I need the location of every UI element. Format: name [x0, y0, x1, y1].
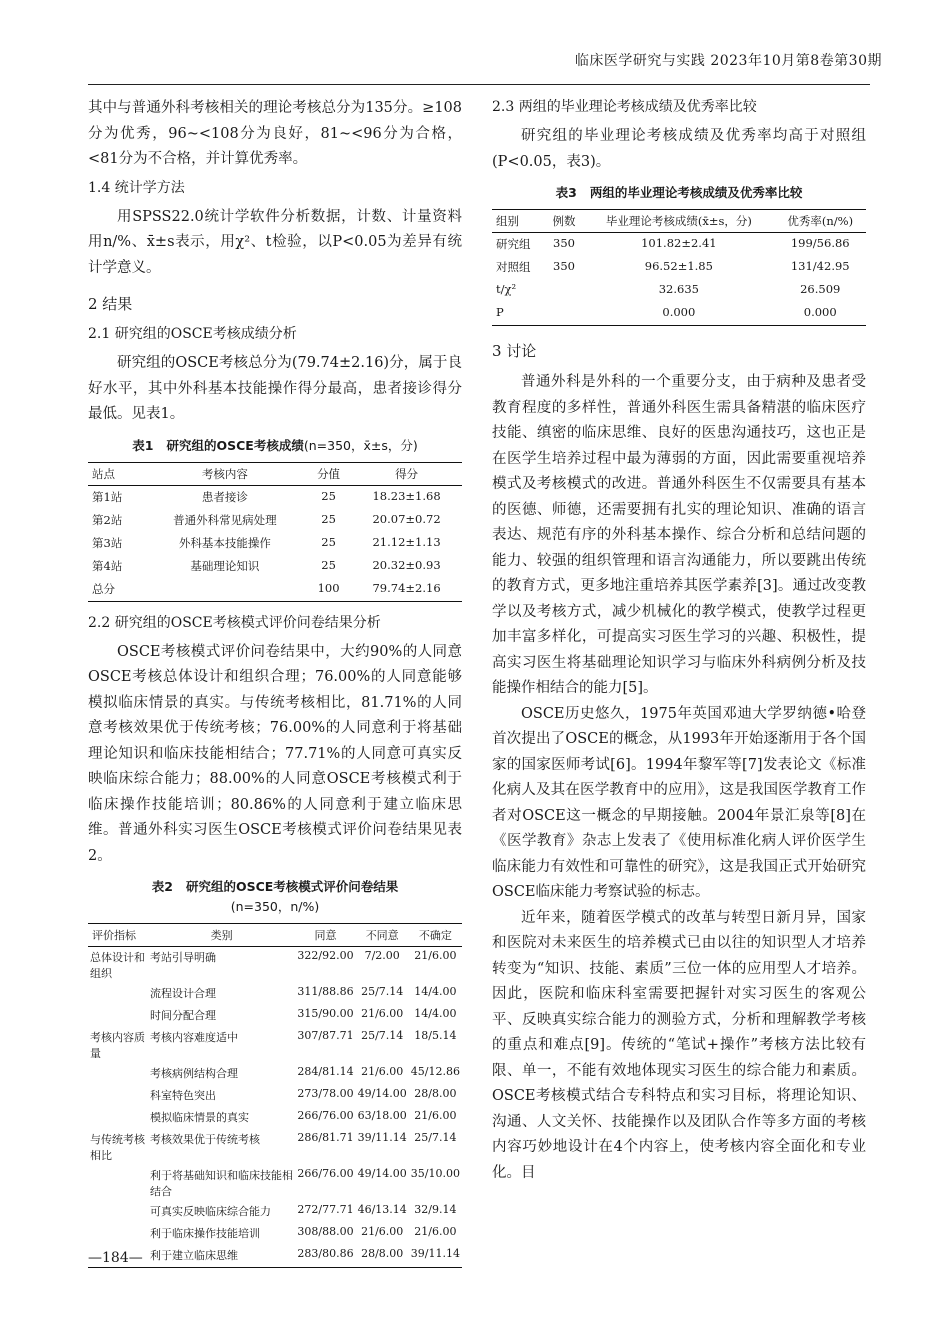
table-cell: 100 — [317, 580, 340, 595]
table-cell: 25 — [321, 511, 336, 526]
table-cell — [88, 1201, 148, 1223]
paragraph: 研究组的OSCE考核总分为(79.74±2.16)分，属于良好水平，其中外科基本技能操作得分最高，患者接诊得分最低。见表1。 — [88, 355, 462, 422]
table-row — [88, 509, 462, 532]
table-row — [88, 1129, 462, 1165]
table-cell — [88, 1063, 148, 1085]
table-cell — [88, 1107, 148, 1129]
table-cell: 0.000 — [803, 305, 837, 319]
table-cell: 第4站 — [92, 558, 123, 573]
table-cell: 20.07±0.72 — [372, 511, 441, 526]
right-column — [492, 96, 866, 1186]
table-cell: 可真实反映临床综合能力 — [150, 1205, 271, 1218]
paragraph: OSCE考核模式评价问卷结果中，大约90%的人同意OSCE考核总体设计和组织合理；76.00%的人同意能够模拟临床情景的真实。与传统考核相比，81.71%的人同意考核效果优于传统考核；76.00%的人同意利于将基础理论知识和临床技能相结合；77.71%的人同意可真实反映临床综合能力；88.00%的人同意OSCE考核模式利于临床操作技能培训；80.86%的人同意利于建立临床思维。普通外科实习医生OSCE考核模式评价问卷结果见表2。 — [88, 643, 462, 864]
table-cell: 350 — [553, 259, 575, 273]
table-cell: 21/6.00 — [414, 1225, 457, 1238]
table-row — [88, 485, 462, 509]
table-cell: 28/8.00 — [361, 1247, 404, 1260]
table-cell: 流程设计合理 — [150, 987, 216, 1000]
table-2-note: (n=350，n/%) — [230, 899, 320, 914]
table-header: 不同意 — [365, 929, 399, 942]
table-cell: 25/7.14 — [414, 1131, 457, 1144]
table-header-row — [88, 462, 462, 485]
table-cell: 21.12±1.13 — [372, 534, 441, 549]
table-cell — [144, 578, 306, 602]
table-cell: 研究组 — [496, 237, 531, 251]
table-cell: 49/14.00 — [357, 1087, 407, 1100]
left-column — [88, 96, 462, 1268]
table-row — [492, 233, 866, 257]
table-cell: 35/10.00 — [410, 1167, 460, 1180]
table-cell: 与传统考核相比 — [90, 1133, 145, 1162]
table-cell: 第2站 — [92, 512, 123, 527]
table-row — [492, 302, 866, 326]
table-cell: 总分 — [92, 581, 115, 596]
table-cell: 20.32±0.93 — [372, 557, 441, 572]
table-header: 得分 — [395, 466, 419, 481]
table-cell: 49/14.00 — [357, 1167, 407, 1180]
table-cell: 考核病例结构合理 — [150, 1067, 238, 1080]
table-cell: 25 — [321, 557, 336, 572]
table-row — [88, 578, 462, 602]
table-cell: 131/42.95 — [790, 259, 850, 273]
table-header-row — [88, 924, 462, 947]
table-row — [88, 532, 462, 555]
table-cell: 第1站 — [92, 489, 123, 504]
table-row — [88, 555, 462, 578]
section-heading-3: 3 讨论 — [492, 342, 537, 360]
table-cell: 科室特色突出 — [150, 1089, 216, 1102]
table-cell: 25 — [321, 534, 336, 549]
table-header: 类别 — [210, 929, 233, 942]
table-cell: 273/78.00 — [297, 1087, 354, 1100]
table-header-row — [492, 210, 866, 233]
table-row — [88, 1107, 462, 1129]
table-cell: 考核内容质量 — [90, 1031, 145, 1060]
table-2 — [88, 923, 462, 1268]
table-cell: 14/4.00 — [414, 1007, 457, 1020]
table-cell: 患者接诊 — [201, 489, 248, 504]
table-header: 考核内容 — [201, 466, 248, 481]
table-cell: 63/18.00 — [357, 1109, 407, 1122]
table-cell: 284/81.14 — [297, 1065, 354, 1078]
table-row — [88, 1245, 462, 1268]
table-header: 优秀率(n/%) — [787, 214, 854, 228]
table-cell: 308/88.00 — [297, 1225, 354, 1238]
table-row — [88, 1027, 462, 1063]
table-header: 组别 — [496, 214, 519, 228]
table-cell — [545, 279, 583, 302]
table-cell: 28/8.00 — [414, 1087, 457, 1100]
table-header: 评价指标 — [92, 929, 136, 942]
table-2-number: 表2 — [151, 879, 173, 894]
paragraph: OSCE历史悠久，1975年英国邓迪大学罗纳德•哈登首次提出了OSCE的概念，从1993年开始逐渐用于各个国家的国家医师考试[6]。1994年黎军等[7]发表论文《标准化病人及其在医学教育中的应用》，这是我国医学教育工作者对OSCE这一概念的早期接触。2004年景汇泉等[8]在《医学教育》杂志上发表了《使用标准化病人评价医学生临床能力有效性和可靠性的研究》，这是我国正式开始研究OSCE临床能力考察试验的标志。 — [492, 705, 866, 900]
paragraph: 其中与普通外科考核相关的理论考核总分为135分。≥108分为优秀，96~<108分为良好，81~<96分为合格，<81分为不合格，并计算优秀率。 — [88, 100, 462, 167]
table-cell: 考核效果优于传统考核 — [150, 1133, 260, 1146]
table-cell: 26.509 — [800, 282, 841, 296]
table-cell — [88, 1085, 148, 1107]
table-header: 不确定 — [418, 929, 452, 942]
table-cell: 利于建立临床思维 — [150, 1249, 238, 1262]
table-cell: 普通外科常见病处理 — [173, 512, 277, 527]
table-cell: 利于将基础知识和临床技能相结合 — [150, 1169, 293, 1198]
paragraph: 研究组的毕业理论考核成绩及优秀率均高于对照组(P<0.05，表3)。 — [492, 128, 866, 170]
table-cell — [88, 1165, 148, 1201]
table-cell: 21/6.00 — [361, 1007, 404, 1020]
table-cell: 96.52±1.85 — [644, 259, 713, 273]
table-cell — [88, 983, 148, 1005]
table-cell: 46/13.14 — [357, 1203, 407, 1216]
table-cell: 0.000 — [662, 305, 696, 319]
table-row — [88, 1063, 462, 1085]
table-2-caption — [88, 877, 462, 917]
table-cell: t/χ² — [496, 282, 517, 296]
paragraph: 普通外科是外科的一个重要分支，由于病种及患者受教育程度的多样性，普通外科医生需具备精湛的临床医疗技能、缜密的临床思维、良好的医患沟通技巧，这也正是在医学生培养过程中最为薄弱的方面，因此需要重视培养模式及考核模式的改进。普通外科医生不仅需要具有基本的医德、师德，还需要拥有扎实的理论知识、准确的语言表达、规范有序的外科基本操作、综合分析和总结问题的能力、较强的组织管理和语言沟通能力，所以要跳出传统的教育方式，更多地注重培养其医学素养[3]。通过改变教学以及考核方式，减少机械化的教学模式，使教学过程更加丰富多样化，可提高实习医生学习的兴趣、积极性，提高实习医生将基础理论知识学习与临床外科病例分析及技能操作相结合的能力[5]。 — [492, 374, 866, 696]
table-header: 站点 — [92, 466, 115, 481]
table-cell: 第3站 — [92, 535, 123, 550]
table-cell: 利于临床操作技能培训 — [150, 1227, 260, 1240]
table-2-title: 研究组的OSCE考核模式评价问卷结果 — [185, 879, 399, 894]
table-cell: 199/56.86 — [790, 236, 850, 250]
section-heading-1-4: 1.4 统计学方法 — [88, 179, 185, 196]
table-cell: 350 — [553, 236, 575, 250]
table-cell: 模拟临床情景的真实 — [150, 1111, 249, 1124]
table-cell: 21/6.00 — [414, 949, 457, 962]
table-cell: 25 — [321, 488, 336, 503]
paragraph: 用SPSS22.0统计学软件分析数据，计数、计量资料用n/%、x̄±s表示，用χ²、t检验，以P<0.05为差异有统计学意义。 — [88, 208, 462, 276]
table-3-title: 两组的毕业理论考核成绩及优秀率比较 — [589, 185, 803, 200]
table-cell — [88, 1005, 148, 1027]
table-cell: 286/81.71 — [297, 1131, 354, 1144]
section-heading-2-1: 2.1 研究组的OSCE考核成绩分析 — [88, 326, 297, 342]
table-cell: 考核内容难度适中 — [150, 1031, 238, 1044]
table-row — [88, 983, 462, 1005]
table-cell: 39/11.14 — [357, 1131, 407, 1144]
table-1-title: 研究组的OSCE考核成绩 — [166, 437, 304, 453]
table-cell: 21/6.00 — [361, 1225, 404, 1238]
table-cell: P — [496, 305, 504, 319]
table-cell: 外科基本技能操作 — [178, 535, 271, 550]
table-row — [492, 256, 866, 279]
table-header: 分值 — [317, 466, 341, 481]
table-cell: 21/6.00 — [414, 1109, 457, 1122]
table-cell: 25/7.14 — [361, 985, 404, 998]
table-cell: 322/92.00 — [297, 949, 354, 962]
table-cell: 25/7.14 — [361, 1029, 404, 1042]
table-row — [88, 1201, 462, 1223]
table-cell: 266/76.00 — [297, 1167, 354, 1180]
table-row — [88, 1223, 462, 1245]
section-heading-2: 2 结果 — [88, 295, 133, 313]
table-cell — [545, 302, 583, 326]
running-header: 临床医学研究与实践 2023年10月第8卷第30期 — [574, 53, 882, 69]
table-1-caption — [88, 436, 462, 456]
paragraph: 近年来，随着医学模式的改革与转型日新月异，国家和医院对未来医生的培养模式已由以往的知识型人才培养转变为“知识、技能、素质”三位一体的应用型人才培养。因此，医院和临床科室需要把握针对实习医生的客观公平、反映真实综合能力的测验方式，分析和理解教学考核的重点和难点[9]。传统的“笔试+操作”考核方法比较有限、单一，不能有效地体现实习医生的综合能力和素质。OSCE考核模式结合专科特点和实习目标，将理论知识、沟通、人文关怀、技能操作以及团队合作等多方面的考核内容巧妙地设计在4个内容上，使考核内容全面化和专业化。目 — [492, 909, 866, 1181]
table-3-number: 表3 — [555, 185, 577, 200]
page-number: —184— — [88, 1250, 143, 1266]
table-cell: 18.23±1.68 — [372, 488, 441, 503]
table-cell — [88, 1223, 148, 1245]
table-cell: 14/4.00 — [414, 985, 457, 998]
section-heading-2-3: 2.3 两组的毕业理论考核成绩及优秀率比较 — [492, 99, 757, 115]
table-cell: 101.82±2.41 — [641, 236, 717, 250]
table-cell: 39/11.14 — [410, 1247, 460, 1260]
table-cell: 18/5.14 — [414, 1029, 457, 1042]
table-cell: 311/88.86 — [297, 985, 354, 998]
table-row — [88, 947, 462, 984]
table-cell: 307/87.71 — [297, 1029, 354, 1042]
table-cell: 21/6.00 — [361, 1065, 404, 1078]
table-3-caption — [492, 183, 866, 203]
table-row — [88, 1165, 462, 1201]
section-heading-2-2: 2.2 研究组的OSCE考核模式评价问卷结果分析 — [88, 614, 381, 631]
table-cell: 基础理论知识 — [190, 558, 260, 573]
table-cell: 272/77.71 — [297, 1203, 354, 1216]
table-cell: 266/76.00 — [297, 1109, 354, 1122]
table-cell: 7/2.00 — [364, 949, 400, 962]
table-header: 同意 — [314, 929, 337, 942]
table-1-note: (n=350，x̄±s，分) — [303, 437, 418, 453]
table-header: 毕业理论考核成绩(x̄±s，分) — [605, 214, 752, 228]
table-1 — [88, 462, 462, 602]
header-rule — [88, 84, 870, 85]
table-cell: 32/9.14 — [414, 1203, 457, 1216]
table-row — [88, 1085, 462, 1107]
table-1-number: 表1 — [132, 437, 154, 453]
table-cell: 总体设计和组织 — [90, 951, 145, 980]
table-cell: 283/80.86 — [297, 1247, 354, 1260]
table-header: 例数 — [552, 214, 576, 228]
table-3 — [492, 209, 866, 326]
table-cell: 315/90.00 — [297, 1007, 354, 1020]
table-cell: 32.635 — [658, 282, 699, 296]
table-row — [88, 1005, 462, 1027]
table-cell: 对照组 — [496, 260, 531, 274]
table-row — [492, 279, 866, 302]
table-cell: 考站引导明确 — [150, 951, 216, 964]
table-cell: 79.74±2.16 — [372, 580, 441, 595]
table-cell: 时间分配合理 — [150, 1009, 216, 1022]
table-cell: 45/12.86 — [410, 1065, 460, 1078]
